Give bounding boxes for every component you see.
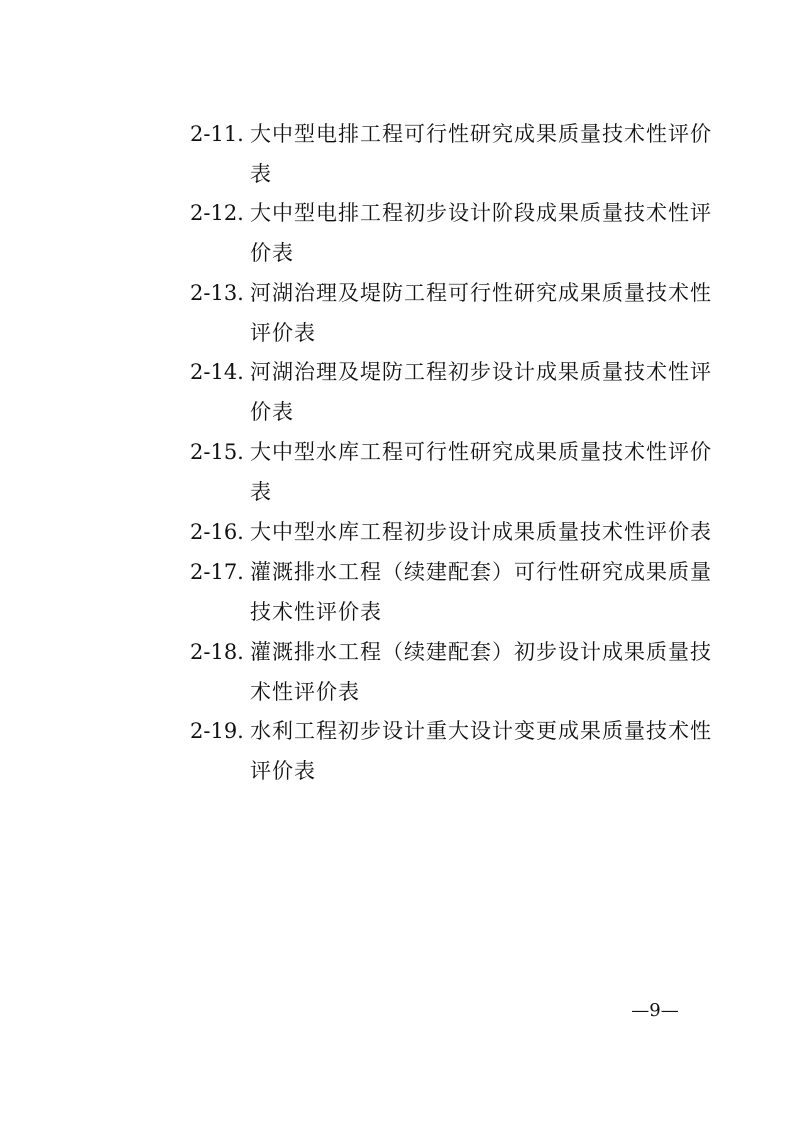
entry-title: 大中型电排工程初步设计阶段成果质量技术性评 <box>250 201 712 225</box>
entry-number: 2-12. <box>190 201 244 225</box>
entry-title-continuation: 评价表 <box>250 321 316 345</box>
entry-title: 大中型水库工程可行性研究成果质量技术性评价 <box>250 440 712 464</box>
entry-number: 2-17. <box>190 560 244 584</box>
entry-title-continuation: 技术性评价表 <box>250 600 382 624</box>
entry-title-continuation: 价表 <box>250 400 294 424</box>
entry-number: 2-16. <box>190 520 244 544</box>
entry-first-line <box>190 273 712 313</box>
entry-first-line <box>190 352 712 392</box>
entry-first-line <box>190 552 712 592</box>
entry-number: 2-13. <box>190 281 244 305</box>
entry-title: 河湖治理及堤防工程初步设计成果质量技术性评 <box>250 360 712 384</box>
entry-title-continuation: 术性评价表 <box>250 680 360 704</box>
entry-first-line <box>190 114 712 154</box>
entry-first-line <box>190 632 712 672</box>
entry-title-continuation: 表 <box>250 162 272 186</box>
entry-first-line <box>190 193 712 233</box>
entry-title: 大中型电排工程可行性研究成果质量技术性评价 <box>250 122 712 146</box>
entry-number: 2-14. <box>190 360 244 384</box>
entry-first-line <box>190 512 712 552</box>
entry-title: 灌溉排水工程（续建配套）初步设计成果质量技 <box>250 640 712 664</box>
entry-title-continuation: 价表 <box>250 241 294 265</box>
entry-first-line <box>190 711 712 751</box>
page-number: —9— <box>631 1000 679 1021</box>
entry-number: 2-11. <box>190 122 244 146</box>
entry-number: 2-19. <box>190 719 244 743</box>
entry-title: 灌溉排水工程（续建配套）可行性研究成果质量 <box>250 560 712 584</box>
entry-title: 大中型水库工程初步设计成果质量技术性评价表 <box>250 520 712 544</box>
entry-number: 2-15. <box>190 440 244 464</box>
entry-title-continuation: 评价表 <box>250 759 316 783</box>
entry-number: 2-18. <box>190 640 244 664</box>
entry-title: 水利工程初步设计重大设计变更成果质量技术性 <box>250 719 712 743</box>
entry-first-line <box>190 432 712 472</box>
entry-title: 河湖治理及堤防工程可行性研究成果质量技术性 <box>250 281 712 305</box>
entry-title-continuation: 表 <box>250 480 272 504</box>
